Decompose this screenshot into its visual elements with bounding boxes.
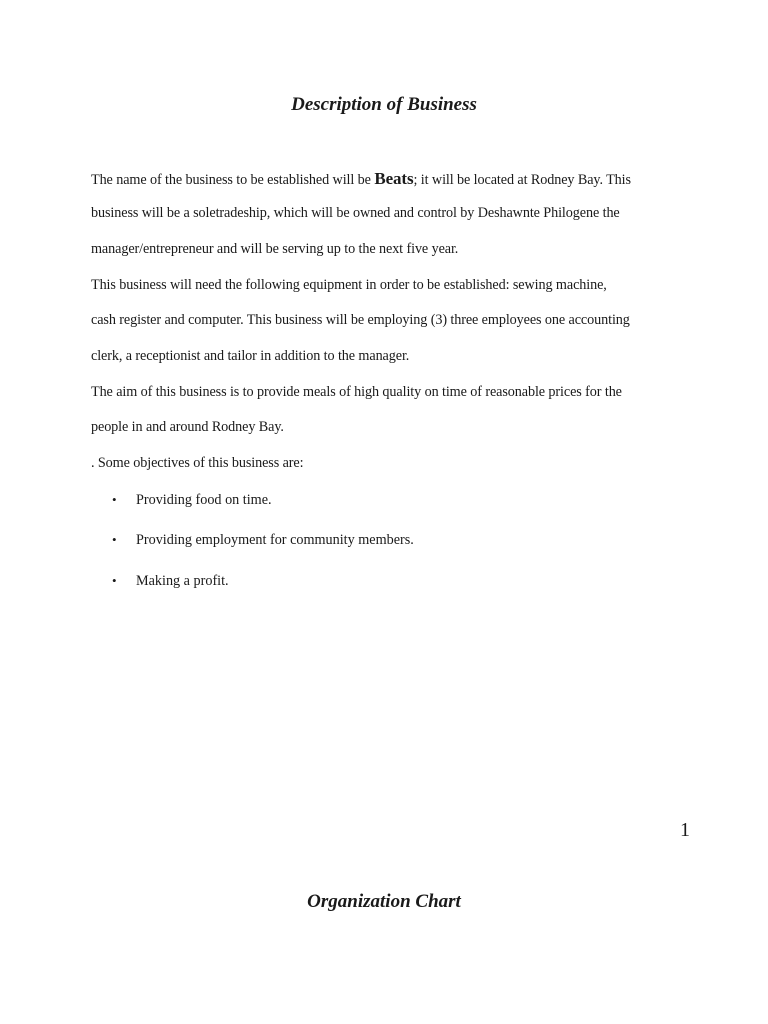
- section-heading-description: Description of Business: [291, 94, 477, 115]
- paragraph-2-line-2: cash register and computer. This business will be employing (3) three employees one accounting: [91, 312, 630, 328]
- section-heading-organization-chart: Organization Chart: [307, 891, 461, 912]
- paragraph-1-line-1-start: The name of the business to be established will be: [91, 172, 375, 188]
- paragraph-2-line-1: This business will need the following equipment in order to be established: sewing machine,: [91, 277, 607, 293]
- paragraph-1-line-1-end: ; it will be located at Rodney Bay. This: [413, 172, 631, 188]
- paragraph-1-line-1: [91, 169, 691, 189]
- objective-text: Providing food on time.: [136, 492, 272, 508]
- bullet-icon: •: [112, 573, 117, 588]
- objective-text: Providing employment for community members.: [136, 532, 414, 548]
- bullet-icon: •: [112, 532, 117, 547]
- paragraph-3-line-1: The aim of this business is to provide meals of high quality on time of reasonable prices for the: [91, 384, 622, 400]
- objective-item: [112, 573, 672, 590]
- business-name: Beats: [374, 169, 414, 188]
- paragraph-1-line-3: manager/entrepreneur and will be serving up to the next five year.: [91, 241, 459, 257]
- page-number: 1: [680, 819, 690, 841]
- paragraph-2-line-3: clerk, a receptionist and tailor in addition to the manager.: [91, 348, 410, 364]
- paragraph-1-line-2: business will be a soletradeship, which will be owned and control by Deshawnte Philogene the: [91, 205, 620, 221]
- objective-item: [112, 492, 672, 509]
- bullet-icon: •: [112, 492, 117, 507]
- paragraph-3-line-2: people in and around Rodney Bay.: [91, 419, 284, 435]
- objective-item: [112, 532, 672, 549]
- objectives-intro: . Some objectives of this business are:: [91, 455, 304, 471]
- objective-text: Making a profit.: [136, 573, 229, 589]
